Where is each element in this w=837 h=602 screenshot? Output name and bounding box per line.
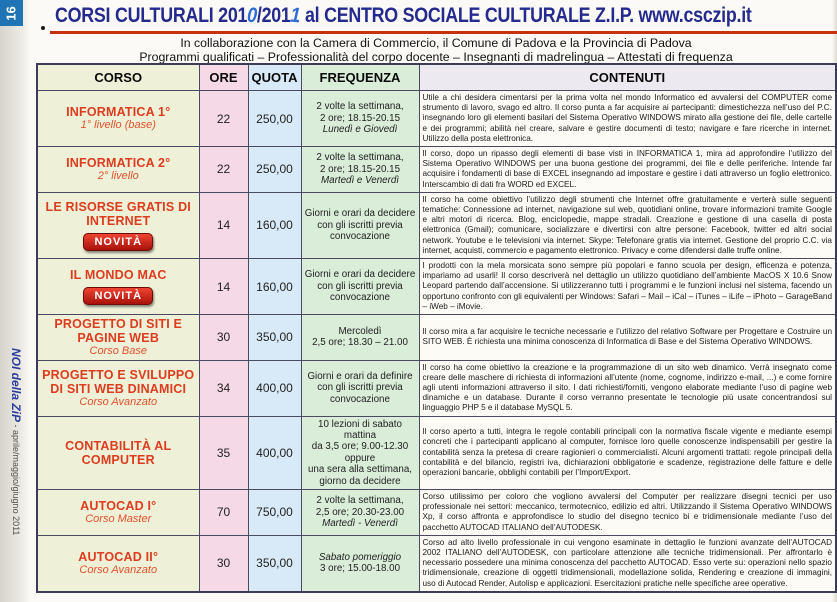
course-name-cell — [37, 147, 199, 193]
fee-cell: 350,00 — [248, 535, 301, 592]
hours-cell: 14 — [199, 259, 248, 315]
print-dot — [41, 26, 45, 30]
course-title: INFORMATICA 2° — [66, 156, 171, 171]
contents-cell: Il corso, dopo un ripasso degli elementi di base visti in INFORMATICA 1, mira ad approfondire l’utilizzo del Sistema Operativo WINDOWS per una buona gestione dei programmi, dei file e delle periferiche. Intende far acquisire i fondamenti di base di EXCEL insegnando ad impostare e gestire i dati attraverso un foglio elettronico. Interscambio di dati fra WORD ed EXCEL. — [419, 147, 836, 193]
title-text-2: /201 — [256, 4, 291, 27]
courses-table — [36, 63, 837, 593]
contents-cell: Corso ad alto livello professionale in cui vengono esaminate in dettaglio le funzioni avanzate dell’AUTOCAD 2002 ITALIANO dell’AUTODESK, con particolare attenzione alle tecniche tridimensionali. Per affrontarlo è necessario possedere una minima conoscenza del pacchetto AUTOCAD. Esso verte su: operazioni nello spazio tridimensionale, creazione di oggetti tridimensionali, modellazione solida, Rendering e creazione di immagini, uso di Autocad Render, Autolisp e applicazioni. Esercitazioni pratiche nelle specifiche aree operative. — [419, 535, 836, 592]
schedule-cell: Mercoledì 2,5 ore; 18.30 – 21.00 — [301, 315, 419, 361]
handwritten-digit-2: 1 — [289, 3, 301, 28]
fee-cell: 400,00 — [248, 360, 301, 416]
table-row — [37, 490, 836, 536]
table-row — [37, 416, 836, 489]
hours-cell: 70 — [199, 490, 248, 536]
course-title: IL MONDO MAC — [69, 268, 167, 283]
schedule-cell: 2 volte la settimana, 2,5 ore; 20.30-23.00 Martedì - Venerdì — [301, 490, 419, 536]
course-name-cell — [37, 535, 199, 592]
course-title: PROGETTO E SVILUPPO DI SITI WEB DINAMICI — [42, 367, 195, 396]
col-header-frequenza: FREQUENZA — [301, 64, 419, 91]
col-header-contenuti: CONTENUTI — [419, 64, 836, 91]
contents-cell: Utile a chi desidera cimentarsi per la prima volta nel mondo Informatico ed avvalersi del COMPUTER come strumento di lavoro, svago ed altro. Il corso punta a far acquisire ai partecipanti: dimestichezza nell’uso del P.C. insegnando loro gli elementi basilari del Sistema Operativo WINDOWS mirato alla gestione dei file, delle cartelle e dei programmi; abilità nel creare, salvare e gestire documenti di testo; navigare e fare ricerche in internet. Utilizzo della posta elettronica. — [419, 91, 836, 147]
title-text-3: al CENTRO SOCIALE CULTURALE Z.I.P. www.csczip.it — [300, 4, 752, 27]
course-name-cell — [37, 416, 199, 489]
course-name-cell — [37, 91, 199, 147]
schedule-cell: Giorni e orari da definire con gli iscritti previa convocazione — [301, 360, 419, 416]
handwritten-digit-1: 0 — [246, 3, 258, 28]
fee-cell: 750,00 — [248, 490, 301, 536]
hours-cell: 22 — [199, 147, 248, 193]
fee-cell: 400,00 — [248, 416, 301, 489]
course-title: INFORMATICA 1° — [66, 105, 171, 120]
course-title: CONTABILITÀ AL COMPUTER — [65, 438, 172, 467]
col-header-ore: ORE — [199, 64, 248, 91]
contents-cell: Il corso ha come obiettivo la creazione e la programmazione di un sito web dinamico. Verrà insegnato come creare delle maschere di richiesta di informazioni all’utente (nome, cognome, indirizzo e-mail, ...) e come fornire agli utenti informazioni attraverso il sito. I dati richiesti/forniti, vengono elaborate mediante l’uso di pagine web dinamiche e un database. Durante il corso verranno presentate le tecnologie più usate concentrandosi sul linguaggio PHP 5 e il database MySQL 5. — [419, 360, 836, 416]
title-underline-rule — [50, 31, 837, 34]
course-subtitle: 1° livello (base) — [80, 119, 156, 132]
schedule-cell: 10 lezioni di sabato mattina da 3,5 ore; 9.00-12.30 oppure una sera alla settimana, giorno da decidere — [301, 416, 419, 489]
novita-badge: NOVITÀ — [83, 233, 153, 251]
course-name-cell — [37, 192, 199, 258]
course-subtitle: 2° livello — [97, 170, 139, 183]
course-name-cell — [37, 360, 199, 416]
schedule-cell: 2 volte la settimana, 2 ore; 18.15-20.15 Lunedì e Giovedì — [301, 91, 419, 147]
contents-cell: Il corso aperto a tutti, integra le regole contabili principali con la normativa fiscale vigente e mediante esempi concreti che i partecipanti applicano al computer, fornisce loro quelle conoscenze indispensabili per gestire la contabilità senza la pretesa di creare ragionieri o commercialisti. Alcuni argomenti trattati: regole principali della contabilità e del bilancio, registri iva, dichiarazioni obbligatorie e scadenze, registrazione delle fatture e delle operazioni bancarie, obblighi contabili per l’Import/Export. — [419, 416, 836, 489]
table-row — [37, 535, 836, 592]
magazine-spine-text — [7, 348, 25, 535]
fee-cell: 350,00 — [248, 315, 301, 361]
contents-cell: Il corso ha come obiettivo l’utilizzo degli strumenti che Internet offre gratuitamente e verterà sulle seguenti tematiche: Connessione ad internet, navigazione sul web, quotidiani online, trovare informazioni tramite Google e altri motori di ricerca. Blog, enciclopedie, mappe stradali. Creazione e gestione di una casella di posta elettronica (Gmail); comunicare, socializzare e divertirsi con altre persone: Facebook, twitter ed altri social network. Youtube e le televisioni via internet. Skype: Telefonare gratis via internet. Gestione del proprio C.C. via internet, acquisti, commercio e pagamento elettronico. Privacy e come difendersi dalle truffe online. — [419, 192, 836, 258]
magazine-issue: - aprile/maggio/giugno 2011 — [11, 422, 21, 536]
magazine-name: NOI della ZiP — [9, 348, 23, 423]
table-row — [37, 259, 836, 315]
contents-cell: I prodotti con la mela morsicata sono sempre più popolari e fanno scuola per design, efficenza e potenza, impariamo ad usarli! Il corso descriverà nel dettaglio un utilizzo quotidiano dell’ambiente MacOS X 10.6 Snow Leopard partendo dall’accensione. Si utilizzeranno tutti i programmi e le funzioni inclusi nel sistema, facendo un opportuno confronto con gli equivalenti per Windows: Safari – Mail – iCal – iTunes – iLife – iPhoto – GarageBand – iWeb – iMovie. — [419, 259, 836, 315]
course-subtitle: Corso Base — [89, 345, 147, 358]
subtitle-line-2: Programmi qualificati – Professionalità del corpo docente – Insegnanti di madrelingua – Attestati di frequenza — [139, 49, 733, 64]
contents-cell: Il corso mira a far acquisire le tecniche necessarie e l’utilizzo del relativo Software per Progettare e Costruire un SITO WEB. È richiesta una minima conoscenza di Informatica di Base e del Sistema Operativo WINDOWS. — [419, 315, 836, 361]
table-row — [37, 147, 836, 193]
fee-cell: 160,00 — [248, 259, 301, 315]
course-subtitle: Corso Avanzato — [79, 564, 158, 577]
page-number: 16 — [4, 5, 19, 21]
table-row — [37, 192, 836, 258]
table-row — [37, 91, 836, 147]
fee-cell: 250,00 — [248, 147, 301, 193]
page-title — [55, 4, 752, 28]
course-subtitle: Corso Master — [85, 513, 152, 526]
hours-cell: 35 — [199, 416, 248, 489]
schedule-cell: Giorni e orari da decidere con gli iscritti previa convocazione — [301, 192, 419, 258]
course-name-cell — [37, 490, 199, 536]
table-row — [37, 360, 836, 416]
subtitle-block — [45, 37, 827, 64]
course-name-cell — [37, 315, 199, 361]
course-title: PROGETTO DI SITI E PAGINE WEB — [54, 317, 183, 346]
course-subtitle: Corso Avanzato — [79, 395, 158, 408]
hours-cell: 30 — [199, 535, 248, 592]
col-header-corso: CORSO — [37, 64, 199, 91]
hours-cell: 22 — [199, 91, 248, 147]
subtitle-line-1: In collaborazione con la Camera di Commercio, il Comune di Padova e la Provincia di Padova — [180, 36, 692, 50]
schedule-cell: Sabato pomeriggio 3 ore; 15.00-18.00 — [301, 535, 419, 592]
page-number-box — [0, 0, 23, 26]
hours-cell: 30 — [199, 315, 248, 361]
col-header-quota: QUOTA — [248, 64, 301, 91]
course-title: AUTOCAD II° — [78, 550, 159, 565]
course-title: AUTOCAD I° — [80, 499, 157, 514]
course-name-cell — [37, 259, 199, 315]
hours-cell: 34 — [199, 360, 248, 416]
hours-cell: 14 — [199, 192, 248, 258]
fee-cell: 160,00 — [248, 192, 301, 258]
fee-cell: 250,00 — [248, 91, 301, 147]
title-text-1: CORSI CULTURALI 201 — [55, 4, 248, 27]
novita-badge: NOVITÀ — [83, 287, 153, 305]
table-header-row — [37, 64, 836, 91]
course-title: LE RISORSE GRATIS DI INTERNET — [45, 199, 191, 228]
schedule-cell: 2 volte la settimana, 2 ore; 18.15-20.15 Martedì e Venerdì — [301, 147, 419, 193]
schedule-cell: Giorni e orari da decidere con gli iscritti previa convocazione — [301, 259, 419, 315]
table-row — [37, 315, 836, 361]
contents-cell: Corso utilissimo per coloro che vogliono avvalersi del Computer per realizzare disegni tecnici per uso professionale nei settori: meccanico, termotecnico, edilizio ed altri. Utilizzando il Sistema Operativo WINDOWS Xp, il corso affronta e approfondisce lo studio del disegno tecnico bi e tridimensionale mediante l’uso del pacchetto AUTOCAD ITALIANO dell’AUTODESK. — [419, 490, 836, 536]
